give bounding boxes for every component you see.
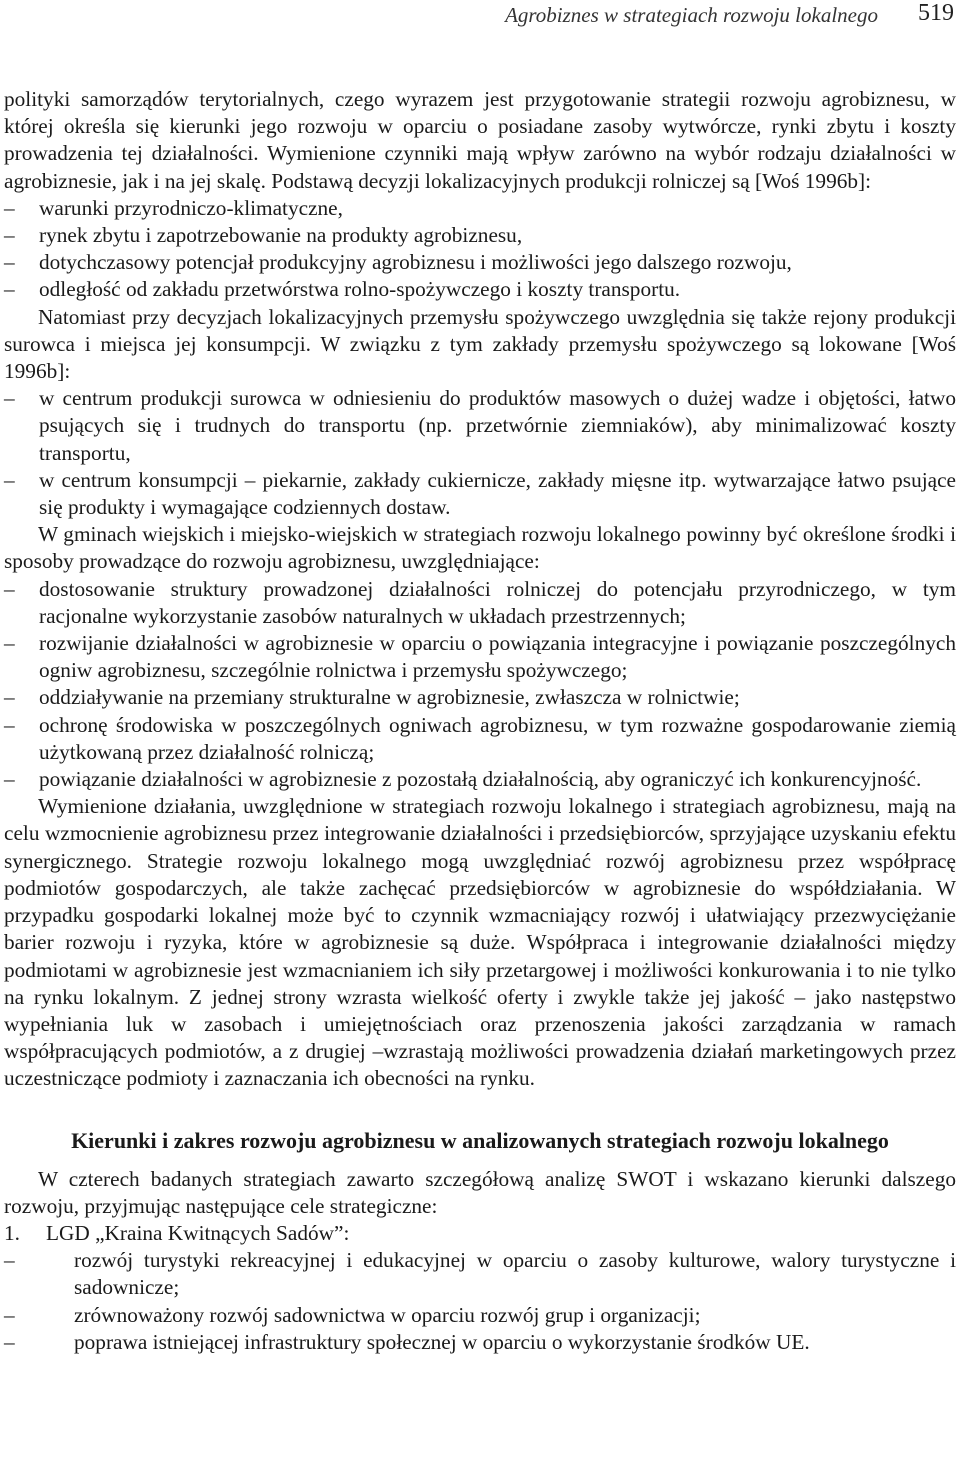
industry-location-list (4, 385, 956, 521)
list-item: – powiązanie działalności w agrobiznesie z pozostałą działalnością, aby ograniczyć ich konkurencyjność. (4, 766, 956, 793)
industry-paragraph: Natomiast przy decyzjach lokalizacyjnych przemysłu spożywczego uwzględnia się także rejony produkcji surowca i miejsca jej konsumpcji. W związku z tym zakłady przemysłu spożywczego są lokowane [Woś 1996b]: (4, 304, 956, 384)
section-paragraph: W czterech badanych strategiach zawarto szczegółową analizę SWOT i wskazano kierunki dalszego rozwoju, przyjmując następujące cele strategiczne: (4, 1166, 956, 1218)
running-title: Agrobiznes w strategiach rozwoju lokalnego (505, 3, 878, 27)
municipalities-paragraph: W gminach wiejskich i miejsko-wiejskich w strategiach rozwoju lokalnego powinny być określone środki i sposoby prowadzące do rozwoju agrobiznesu, uwzględniające: (4, 522, 956, 574)
document-body (4, 86, 956, 1356)
list-item: – w centrum konsumpcji – piekarnie, zakłady cukiernicze, zakłady mięsne itp. wytwarzające łatwo psujące się produkty i wymagające codziennych dostaw. (4, 467, 956, 521)
list-item: – odległość od zakładu przetwórstwa rolno-spożywczego i koszty transportu. (4, 276, 956, 303)
list-item: – rynek zbytu i zapotrzebowanie na produkty agrobiznesu, (4, 222, 956, 249)
list-item: – warunki przyrodniczo-klimatyczne, (4, 195, 956, 222)
list-item: – poprawa istniejącej infrastruktury społecznej w oparciu o wykorzystanie środków UE. (4, 1329, 956, 1356)
list-item: – dostosowanie struktury prowadzonej działalności rolniczej do potencjału przyrodniczego, w tym racjonalne wykorzystanie zasobów naturalnych w układach przestrzennych; (4, 576, 956, 630)
intro-paragraph: polityki samorządów terytorialnych, czego wyrazem jest przygotowanie strategii rozwoju agrobiznesu, w której określa się kierunki jego rozwoju w oparciu o posiadane zasoby wytwórcze, rynki zbytu i koszty prowadzenia tej działalności. Wymienione czynniki mają wpływ zarówno na wybór rodzaju działalności w agrobiznesie, jak i na jej skalę. Podstawą decyzji lokalizacyjnych produkcji rolniczej są [Woś 1996b]: (4, 87, 956, 193)
list-item: – w centrum produkcji surowca w odniesieniu do produktów masowych o dużej wadze i objętości, łatwo psujących się i trudnych do transportu (np. przetwórnie ziemniaków), aby minimalizować koszty transportu, (4, 385, 956, 467)
list-item: – rozwój turystyki rekreacyjnej i edukacyjnej w oparciu o zasoby kulturowe, walory turystyczne i sadownicze; (4, 1247, 956, 1301)
list-item: – ochronę środowiska w poszczególnych ogniwach agrobiznesu, w tym rozważne gospodarowanie ziemią użytkowaną przez działalność rolniczą; (4, 712, 956, 766)
strategic-goals-list (4, 1247, 956, 1356)
list-item: – oddziaływanie na przemiany strukturalne w agrobiznesie, zwłaszcza w rolnictwie; (4, 684, 956, 711)
list-item: – rozwijanie działalności w agrobiznesie w oparciu o powiązania integracyjne i powiązanie poszczególnych ogniw agrobiznesu, szczególnie rolnictwa i przemysłu spożywczego; (4, 630, 956, 684)
numbered-item (4, 1220, 956, 1247)
item-label: LGD „Kraina Kwitnących Sadów”: (46, 1220, 350, 1245)
section-heading: Kierunki i zakres rozwoju agrobiznesu w analizowanych strategiach rozwoju lokalnego (71, 1127, 889, 1153)
summary-paragraph: Wymienione działania, uwzględnione w strategiach rozwoju lokalnego i strategiach agrobiznesu, mają na celu wzmocnienie agrobiznesu przez integrowanie działalności i przedsiębiorców, sprzyjające uzyskaniu efektu synergicznego. Strategie rozwoju lokalnego mogą uwzględniać rozwój agrobiznesu przez współpracę podmiotów gospodarczych, ale także zachęcać przedsiębiorców w agrobiznesie do współdziałania. W przypadku gospodarki lokalnej może być to czynnik wzmacniający rozwój i ułatwiający przezwyciężanie barier rozwoju i ryzyka, które w agrobiznesie są duże. Współpraca i integrowanie działalności między podmiotami w agrobiznesie jest wzmacnianiem ich siły przetargowej i możliwości konkurowania i to nie tylko na rynku lokalnym. Z jednej strony wzrasta wielkość oferty i zwykle także jej jakość – jako następstwo wypełniania luk w zasobach i umiejętnościach oraz przenoszenia jakości zarządzania w ramach współpracujących podmiotów, a z drugiej –wzrastają możliwości prowadzenia działań marketingowych przez uczestniczące podmioty i zaznaczania ich obecności na rynku. (4, 794, 956, 1091)
list-item: – dotychczasowy potencjał produkcyjny agrobiznesu i możliwości jego dalszego rozwoju, (4, 249, 956, 276)
item-number: 1. (4, 1220, 20, 1245)
page-number: 519 (918, 0, 954, 26)
page-header (0, 0, 960, 30)
location-factors-list (4, 195, 956, 304)
strategy-measures-list (4, 576, 956, 794)
list-item: – zrównoważony rozwój sadownictwa w oparciu rozwój grup i organizacji; (4, 1302, 956, 1329)
